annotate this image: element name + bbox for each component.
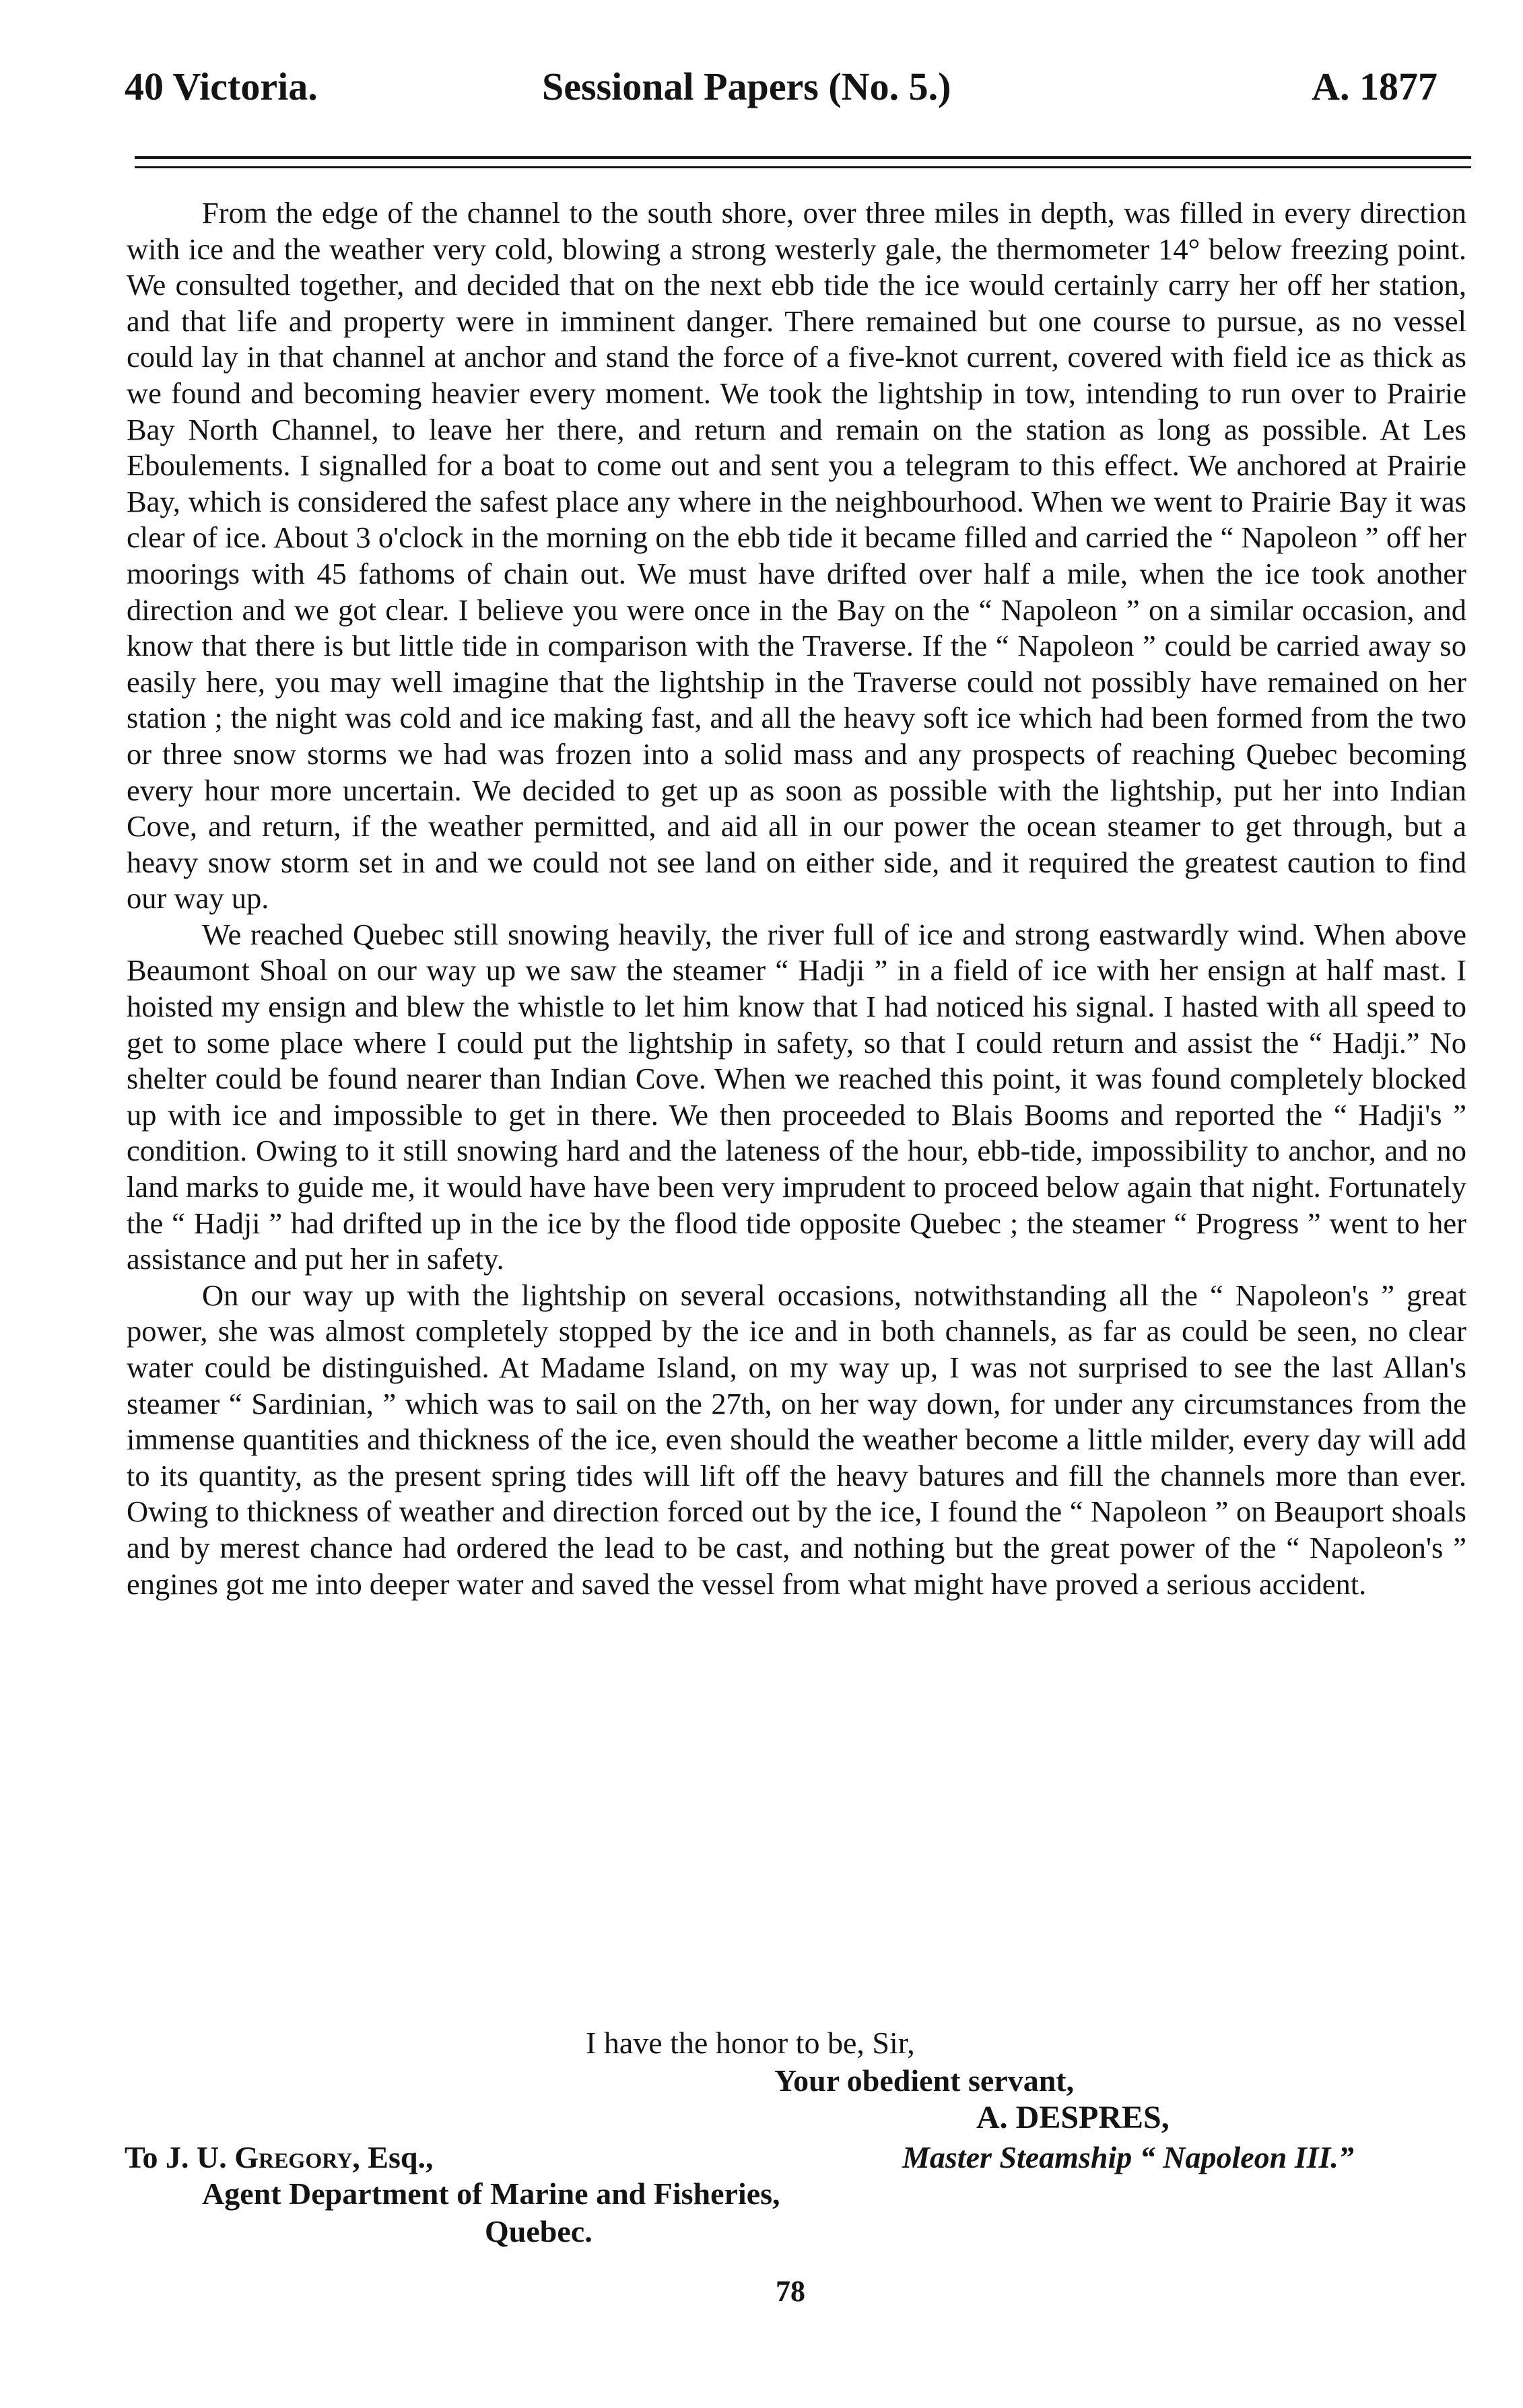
closing-line: I have the honor to be, Sir, xyxy=(586,2026,915,2060)
addressee-line xyxy=(125,2139,433,2175)
addressee-name: J. U. Gregory, xyxy=(165,2140,360,2174)
running-header xyxy=(125,64,1437,125)
header-year: A. 1877 xyxy=(1312,65,1437,108)
closing-servant: Your obedient servant, xyxy=(774,2063,1075,2098)
addressee-suffix: Esq., xyxy=(360,2140,434,2174)
header-rule-thin xyxy=(135,166,1471,168)
signer-name: A. DESPRES, xyxy=(976,2100,1170,2135)
paragraph-ice-and-lightship: From the edge of the channel to the south shore, over three miles in depth, was filled in every direction with ice and the weather very cold, blowing a strong westerly gale, the thermometer 14° below freezing point. We consulted together, and decided that on the next ebb tide the ice would certainly carry her off her station, and that life and property were in imminent danger. There remained but one course to pursue, as no vessel could lay in that channel at anchor and stand the force of a five-knot current, covered with field ice as thick as we found and becoming heavier every moment. We took the lightship in tow, intending to run over to Prairie Bay North Channel, to leave her there, and return and remain on the station as long as possible. At Les Eboulements. I signalled for a boat to come out and sent you a telegram to this effect. We anchored at Prairie Bay, which is considered the safest place any where in the neighbourhood. When we went to Prairie Bay it was clear of ice. About 3 o'clock in the morning on the ebb tide it became filled and carried the “ Napoleon ” off her moorings with 45 fathoms of chain out. We must have drifted over half a mile, when the ice took another direction and we got clear. I believe you were once in the Bay on the “ Napoleon ” on a similar occasion, and know that there is but little tide in comparison with the Traverse. If the “ Napoleon ” could be carried away so easily here, you may well imagine that the lightship in the Traverse could not possibly have remained on her station ; the night was cold and ice making fast, and all the heavy soft ice which had been formed from the two or three snow storms we had was frozen into a solid mass and any prospects of reaching Quebec becoming every hour more uncertain. We decided to get up as soon as possible with the lightship, put her into Indian Cove, and return, if the weather permitted, and aid all in our power the ocean steamer to get through, but a heavy snow storm set in and we could not see land on either side, and it required the greatest caution to find our way up. xyxy=(127,196,1466,916)
addressee-city: Quebec. xyxy=(485,2214,593,2248)
paragraph-hadji: We reached Quebec still snowing heavily, the river full of ice and strong eastwardly wind. When above Beaumont Shoal on our way up we saw the steamer “ Hadji ” in a field of ice with her ensign at half mast. I hoisted my ensign and blew the whistle to let him know that I had noticed his signal. I hasted with all speed to get to some place where I could put the lightship in safety, so that I could return and assist the “ Hadji.” No shelter could be found nearer than Indian Cove. When we reached this point, it was found completely blocked up with ice and impossible to get in there. We then proceeded to Blais Booms and reported the “ Hadji's ” condition. Owing to it still snowing hard and the lateness of the hour, ebb-tide, impossibility to anchor, and no land marks to guide me, it would have have been very imprudent to proceed below again that night. Fortunately the “ Hadji ” had drifted up in the ice by the flood tide opposite Quebec ; the steamer “ Progress ” went to her assistance and put her in safety. xyxy=(127,917,1466,1276)
addressee-agency: Agent Department of Marine and Fisheries, xyxy=(202,2176,780,2211)
paragraph-napoleon-power: On our way up with the lightship on several occasions, notwithstanding all the “ Napoleon's ” great power, she was almost completely stopped by the ice and in both channels, as far as could be seen, no clear water could be distinguished. At Madame Island, on my way up, I was not surprised to see the last Allan's steamer “ Sardinian, ” which was to sail on the 27th, on her way down, for under any circumstances from the immense quantities and thickness of the ice, even should the weather become a little milder, every day will add to its quantity, as the present spring tides will lift off the heavy batures and fill the channels more than ever. Owing to thickness of weather and direction forced out by the ice, I found the “ Napoleon ” on Beauport shoals and by merest chance had ordered the lead to be cast, and nothing but the great power of the “ Napoleon's ” engines got me into deeper water and saved the vessel from what might have proved a serious accident. xyxy=(127,1278,1466,1601)
header-session: 40 Victoria. xyxy=(125,65,318,108)
signer-title: Master Steamship “ Napoleon III.” xyxy=(902,2140,1354,2174)
header-rule-thick xyxy=(135,156,1471,159)
addressee-to: To xyxy=(125,2140,158,2174)
header-sessional-papers: Sessional Papers (No. 5.) xyxy=(542,65,951,108)
page-number: 78 xyxy=(776,2275,805,2308)
letter-body xyxy=(127,195,1466,1602)
